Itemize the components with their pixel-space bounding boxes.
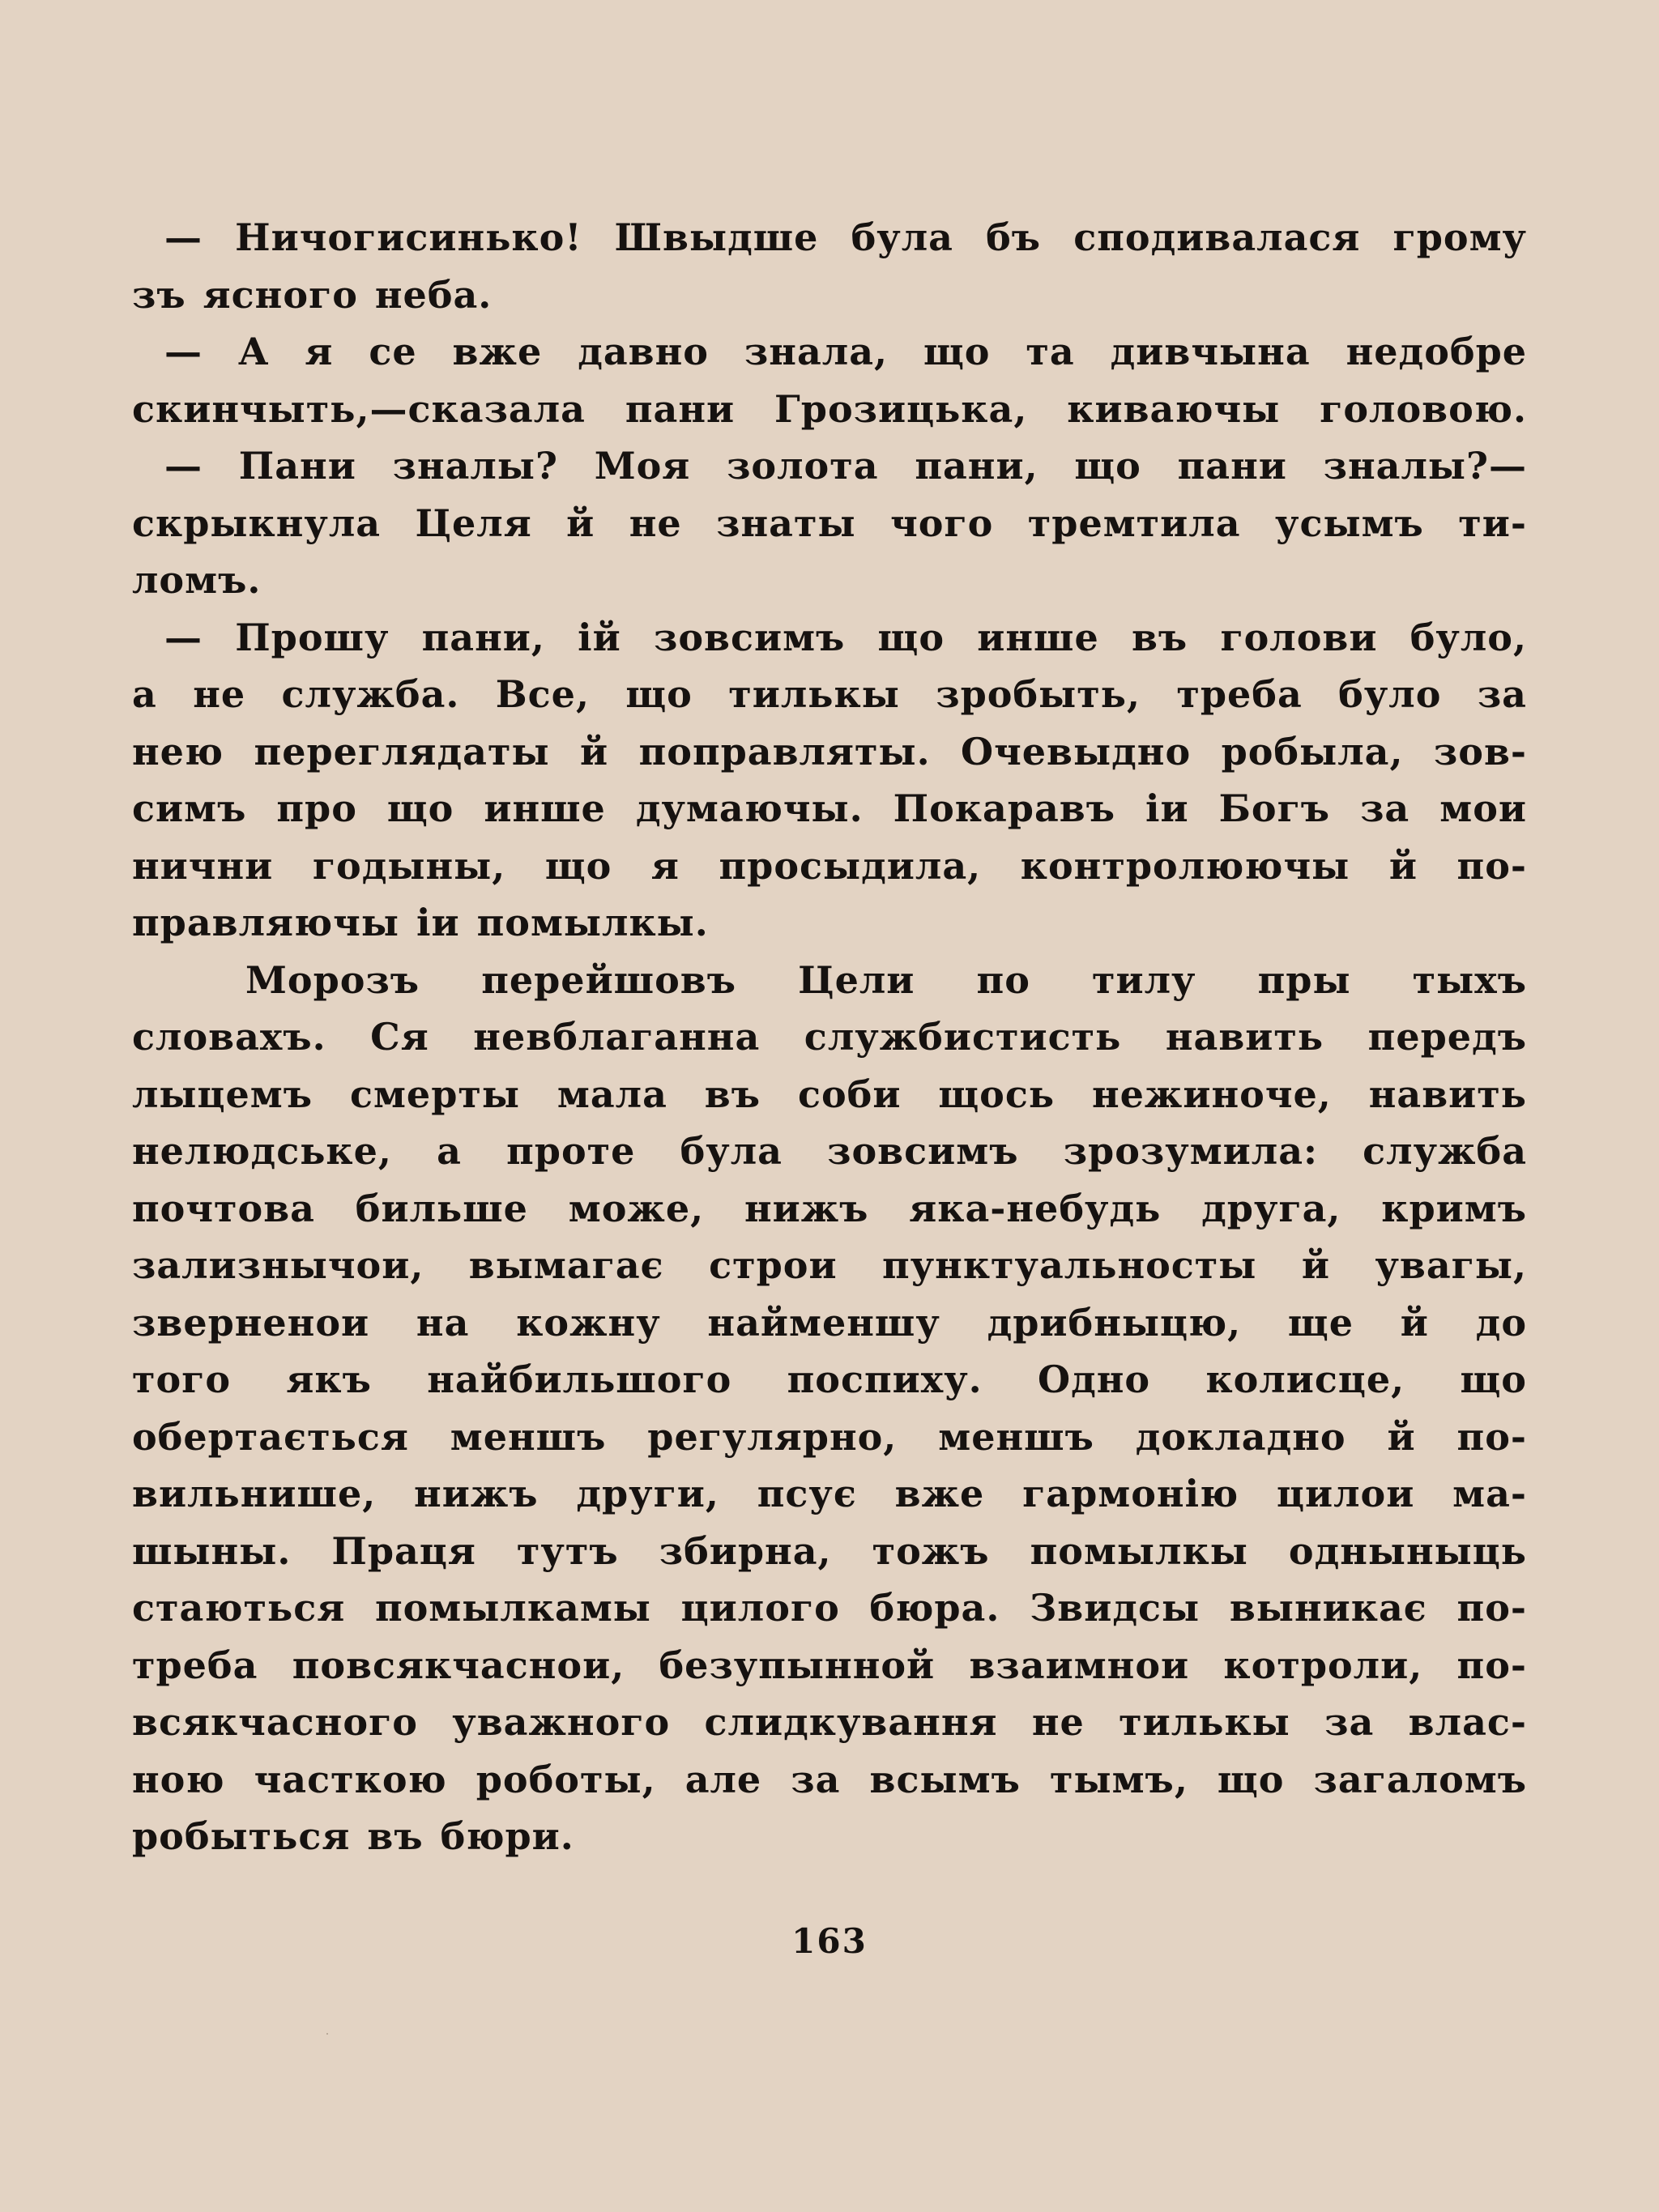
text-line: обертається меншъ регулярно, меншъ докладно й по- [132, 1414, 1527, 1459]
text-line: почтова бильше може, нижъ яка-небудь друга, кримъ [132, 1186, 1527, 1230]
text-line: лыцемъ смерты мала въ соби щось нежиноче, навить [132, 1072, 1527, 1116]
text-line: — Ничогисинько! Швыдше була бъ сподивалася грому [164, 215, 1527, 259]
paper-speck [326, 2033, 328, 2035]
text-line: словахъ. Ся невблаганна службистисть навить передъ [132, 1015, 1527, 1059]
text-line: скинчыть,—сказала пани Грозицька, киваючы головою. [132, 386, 1527, 431]
text-line: ною часткою роботы, але за всымъ тымъ, що загаломъ [132, 1757, 1527, 1801]
text-line: Морозъ перейшовъ Цели по тилу пры тыхъ [245, 957, 1527, 1002]
text-line: треба повсякчаснои, безупынной взаимнои котроли, по- [132, 1643, 1527, 1687]
text-line: того якъ найбильшого поспиху. Одно колисце, що [132, 1357, 1527, 1401]
text-line: нични годыны, що я просыдила, контролюючы й по- [132, 843, 1527, 888]
text-line: — Пани зналы? Моя золота пани, що пани зналы?— [164, 444, 1527, 488]
text-line: правляючы іи помылкы. [132, 901, 709, 944]
text-line: нею переглядаты й поправляты. Очевыдно робыла, зов- [132, 729, 1527, 774]
page-number: 163 [791, 1921, 868, 1961]
text-line: стаються помылкамы цилого бюра. Звидсы выникає по- [132, 1586, 1527, 1630]
text-line: скрыкнула Целя й не знаты чого тремтила усымъ ти- [132, 501, 1527, 545]
text-line: зализнычои, вымагає строи пунктуальносты й увагы, [132, 1243, 1527, 1287]
text-line: всякчасного уважного слидкування не тилькы за влас- [132, 1700, 1527, 1744]
body-text [132, 209, 1527, 1865]
text-line: а не служба. Все, що тилькы зробыть, треба було за [132, 672, 1527, 716]
text-line: зъ ясного неба. [132, 272, 493, 317]
text-line: вильнише, нижъ други, псує вже гармонію цилои ма- [132, 1472, 1527, 1515]
text-line: симъ про що инше думаючы. Покаравъ іи Богъ за мои [132, 786, 1527, 830]
text-line: нелюдське, а проте була зовсимъ зрозумила: служба [132, 1129, 1527, 1173]
text-line: — А я се вже давно знала, що та дивчына недобре [164, 330, 1527, 373]
text-line: робыться въ бюри. [132, 1814, 574, 1858]
text-line: — Прошу пани, ій зовсимъ що инше въ голови було, [164, 615, 1527, 659]
text-line: шыны. Праця тутъ збирна, тожъ помылкы одныныць [132, 1528, 1527, 1573]
text-line: ломъ. [132, 558, 262, 602]
text-line: зверненои на кожну найменшу дрибныцю, ще й до [132, 1300, 1527, 1345]
